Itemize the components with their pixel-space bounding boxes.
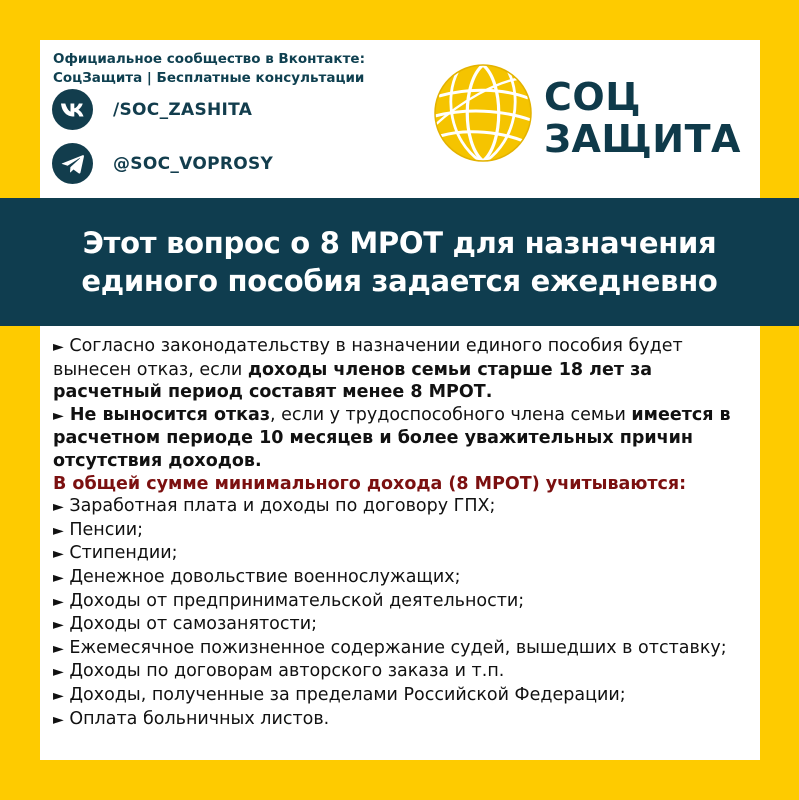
list-item (53, 637, 753, 661)
list-item (53, 590, 753, 614)
list-item-text: Доходы по договорам авторского заказа и т.п. (63, 661, 505, 682)
paragraph-no-refusal-bold-2: имеется в расчетном периоде 10 месяцев и более уважительных причин отсутствия доходов. (53, 404, 731, 471)
logo-line-1: СОЦ (544, 75, 641, 119)
community-info (53, 50, 365, 88)
arrow-bullet-icon: ► (53, 339, 64, 355)
content-card (40, 326, 760, 760)
vk-handle: /SOC_ZASHITA (113, 99, 253, 120)
arrow-bullet-icon: ► (53, 711, 64, 728)
paragraph-refusal (53, 335, 753, 404)
list-item (53, 708, 753, 732)
vk-icon (52, 89, 93, 130)
list-item-text: Денежное довольствие военнослужащих; (63, 566, 461, 587)
community-line-2: СоцЗащита | Бесплатные консультации (53, 70, 365, 86)
paragraph-no-refusal (53, 404, 753, 473)
paragraph-refusal-text: Согласно законодательству в назначении единого пособия будет вынесен отказ, если (53, 336, 683, 380)
list-item (53, 542, 753, 566)
arrow-bullet-icon: ► (53, 640, 64, 657)
paragraph-no-refusal-bold: Не выносится отказ (63, 404, 270, 425)
globe-logo-icon (432, 62, 534, 164)
list-item (53, 660, 753, 684)
paragraph-refusal-bold: доходы членов семьи старше 18 лет за расчетный период составят менее 8 МРОТ. (53, 359, 653, 403)
list-item (53, 495, 753, 519)
arrow-bullet-icon: ► (53, 664, 64, 681)
arrow-bullet-icon: ► (53, 593, 64, 610)
income-heading: В общей сумме минимального дохода (8 МРОТ) учитываются: (53, 473, 687, 494)
headline-line-1: Этот вопрос о 8 МРОТ для назначения (82, 226, 717, 260)
arrow-bullet-icon: ► (53, 546, 64, 563)
list-item (53, 566, 753, 590)
vk-link[interactable] (52, 89, 252, 130)
telegram-handle: @SOC_VOPROSY (113, 153, 274, 174)
arrow-bullet-icon: ► (53, 407, 64, 424)
paragraph-no-refusal-text: , если у трудоспособного члена семьи (270, 404, 632, 425)
community-line-1: Официальное сообщество в Вконтакте: (53, 51, 365, 67)
list-item-text: Стипендии; (63, 543, 178, 564)
list-item-text: Пенсии; (63, 519, 143, 540)
arrow-bullet-icon: ► (53, 687, 64, 704)
arrow-bullet-icon: ► (53, 499, 64, 516)
list-item (53, 684, 753, 708)
headline-banner (0, 198, 799, 326)
telegram-link[interactable] (52, 143, 273, 184)
list-item-text: Доходы от самозанятости; (63, 614, 317, 635)
telegram-icon (52, 143, 93, 184)
list-item (53, 519, 753, 543)
logo-line-2: ЗАЩИТА (544, 117, 741, 161)
list-item-text: Доходы от предпринимательской деятельности; (63, 590, 525, 611)
list-item-text: Оплата больничных листов. (63, 708, 330, 729)
list-item-text: Заработная плата и доходы по договору ГПХ; (63, 496, 496, 517)
arrow-bullet-icon: ► (53, 617, 64, 634)
arrow-bullet-icon: ► (53, 569, 64, 586)
list-item (53, 613, 753, 637)
list-item-text: Ежемесячное пожизненное содержание судей, вышедших в отставку; (63, 637, 727, 658)
headline-line-2: единого пособия задается ежедневно (81, 264, 718, 298)
arrow-bullet-icon: ► (53, 522, 64, 539)
logo-text (544, 76, 741, 160)
content-text (53, 335, 753, 731)
list-item-text: Доходы, полученные за пределами Российской Федерации; (63, 684, 626, 705)
header-card (40, 40, 760, 200)
